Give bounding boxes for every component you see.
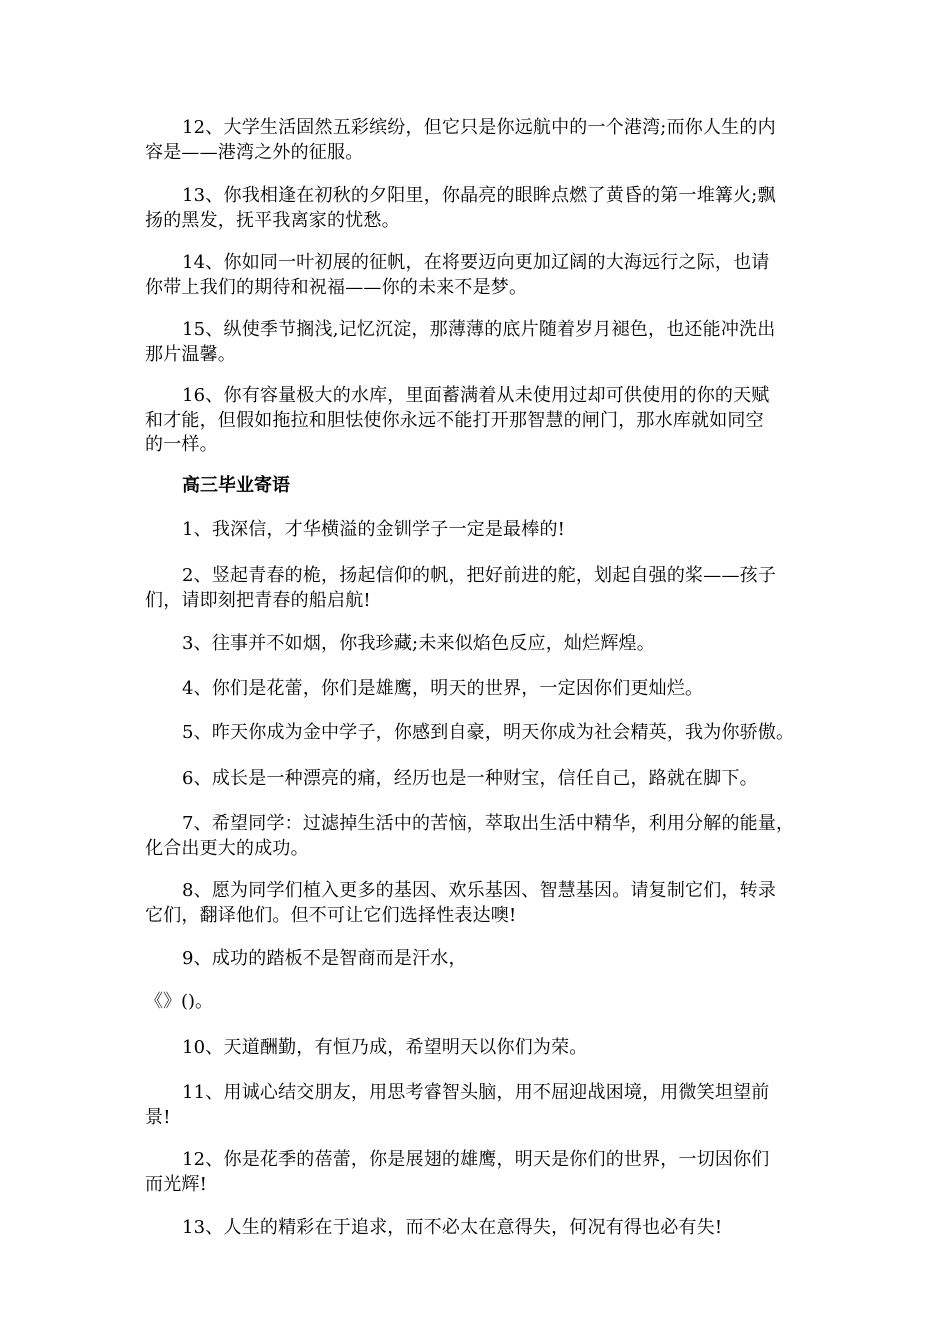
paragraph-10 [145, 1036, 588, 1061]
paragraph-13-top [145, 184, 776, 233]
paragraph-line: 容是——港湾之外的征服。 [145, 141, 364, 163]
paragraph-3 [145, 632, 655, 657]
paragraph-15-top [145, 318, 775, 367]
paragraph-line: 9、成功的踏板不是智商而是汗水， [182, 948, 467, 969]
paragraph-9 [145, 947, 467, 972]
paragraph-5 [145, 721, 794, 746]
paragraph-4 [145, 677, 703, 702]
paragraph-1 [145, 518, 565, 543]
paragraph-line: 2、竖起青春的桅，扬起信仰的帆，把好前进的舵，划起自强的桨——孩子 [182, 565, 777, 586]
paragraph-line: 和才能，但假如拖拉和胆怯使你永远不能打开那智慧的闸门，那水库就如同空 [145, 409, 764, 431]
paragraph-line: 11、用诚心结交朋友，用思考睿智头脑，用不屈迎战困境，用微笑坦望前 [182, 1082, 770, 1103]
paragraph-12-top [145, 116, 776, 165]
paragraph-line: 那片温馨。 [145, 343, 236, 365]
paragraph-line: 7、希望同学：过滤掉生活中的苦恼，萃取出生活中精华，利用分解的能量， [182, 813, 795, 834]
paragraph-line: 化合出更大的成功。 [145, 837, 309, 859]
paragraph-line: 12、大学生活固然五彩缤纷，但它只是你远航中的一个港湾;而你人生的内 [182, 117, 776, 138]
paragraph-12-bottom [145, 1148, 770, 1197]
paragraph-7 [145, 812, 794, 861]
paragraph-14-top [145, 251, 770, 300]
paragraph-line: 8、愿为同学们植入更多的基因、欢乐基因、智慧基因。请复制它们，转录 [182, 880, 777, 901]
paragraph-line: 14、你如同一叶初展的征帆，在将要迈向更加辽阔的大海远行之际，也请 [182, 252, 770, 273]
paragraph-line: 13、你我相逢在初秋的夕阳里，你晶亮的眼眸点燃了黄昏的第一堆篝火;飘 [182, 185, 776, 206]
paragraph-line: 4、你们是花蕾，你们是雄鹰，明天的世界，一定因你们更灿烂。 [182, 678, 704, 699]
paragraph-line: 15、纵使季节搁浅,记忆沉淀，那薄薄的底片随着岁月褪色，也还能冲洗出 [182, 319, 776, 340]
paragraph-6 [145, 767, 758, 792]
paragraph-line: 3、往事并不如烟，你我珍藏;未来似焰色反应，灿烂辉煌。 [182, 633, 655, 654]
paragraph-line: 你带上我们的期待和祝福——你的未来不是梦。 [145, 276, 528, 298]
paragraph-line: 5、昨天你成为金中学子，你感到自豪，明天你成为社会精英，我为你骄傲。 [182, 722, 795, 743]
paragraph-11 [145, 1081, 770, 1130]
paragraph-8 [145, 879, 776, 928]
paragraph-line: 12、你是花季的蓓蕾，你是展翅的雄鹰，明天是你们的世界，一切因你们 [182, 1149, 770, 1170]
paragraph-line: 13、人生的精彩在于追求，而不必太在意得失，何况有得也必有失! [182, 1217, 723, 1238]
section-heading: 高三毕业寄语 [182, 475, 290, 496]
paragraph-line: 的一样。 [145, 434, 218, 455]
paragraph-line: 6、成长是一种漂亮的痛，经历也是一种财宝，信任自己，路就在脚下。 [182, 768, 758, 789]
paragraph-line: 10、天道酬勤，有恒乃成，希望明天以你们为荣。 [182, 1037, 588, 1058]
paragraph-line: 1、我深信，才华横溢的金钏学子一定是最棒的! [182, 519, 566, 540]
paragraph-line: 们，请即刻把青春的船启航! [145, 589, 371, 611]
paragraph-13-bottom [145, 1216, 722, 1241]
paragraph-line: 景! [145, 1106, 171, 1128]
paragraph-line: 16、你有容量极大的水库，里面蓄满着从未使用过却可供使用的你的天赋 [182, 385, 770, 406]
paragraph-2 [145, 564, 776, 613]
plain-line: 《》()。 [145, 991, 214, 1012]
paragraph-line: 而光辉! [145, 1173, 208, 1195]
paragraph-line: 扬的黑发，抚平我离家的忧愁。 [145, 209, 400, 231]
paragraph-16-top [145, 384, 770, 458]
paragraph-line: 它们，翻译他们。但不可让它们选择性表达噢! [145, 904, 517, 926]
